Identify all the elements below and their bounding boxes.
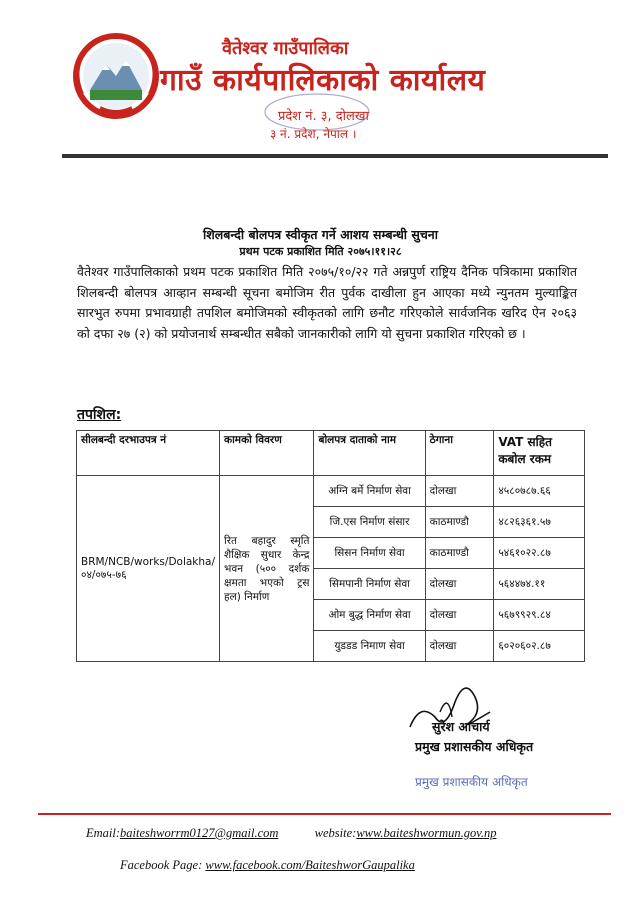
bidder-address: काठमाण्डौ [425,538,494,569]
notice-subtitle: प्रथम पटक प्रकाशित मिति २०७५।११।२८ [239,245,402,258]
signer-title: प्रमुख प्रशासकीय अधिकृत [415,739,534,754]
work-description: रित बहादुर स्मृति शैक्षिक सुधार केन्द्र भवन (५०० दर्शक क्षमता भएको ट्रस हल) निर्माण [220,476,314,662]
bid-table [76,430,585,662]
email-link[interactable]: baiteshworrm0127@gmail.com [120,826,279,840]
contract-number: BRM/NCB/works/Dolakha/०४/०७५-७६ [77,476,220,662]
facebook-label: Facebook Page: [120,858,203,872]
header-bidder-name: बोलपत्र दाताको नाम [314,431,425,476]
tapasil-label: तपशिल: [77,407,122,423]
office-name: गाउँ कार्यपालिकाको कार्यालय [160,63,486,98]
bid-amount: ५६७९९२९.८४ [494,600,585,631]
bidder-address: दोलखा [425,631,494,662]
header-divider [62,154,608,158]
bidder-name: जि.एस निर्माण संसार [314,507,425,538]
header-amount: VAT सहित कबोल रकम [494,431,585,476]
contact-line [86,826,497,841]
address-line-1: प्रदेश नं. ३, दोलखा [278,109,369,124]
bidder-address: दोलखा [425,600,494,631]
footer-divider [38,813,611,815]
bidder-address: दोलखा [425,476,494,507]
facebook-link[interactable]: www.facebook.com/BaiteshworGaupalika [205,858,415,872]
website-label: website: [314,826,357,840]
bid-amount: ४८२६३६१.५७ [494,507,585,538]
email-label: Email: [86,826,121,840]
table-header-row [77,431,585,476]
facebook-line [120,858,415,873]
website-link[interactable]: www.baiteshwormun.gov.np [356,826,497,840]
bid-amount: ५६४४७४.११ [494,569,585,600]
header-contract-no: सीलबन्दी दरभाउपत्र नं [77,431,220,476]
signer-name: सुरेश आचार्य [432,719,490,734]
municipality-name: वैतेश्वर गाउँपालिका [222,38,349,59]
bid-amount: ४५८०७८७.६६ [494,476,585,507]
bidder-name: युडडड निमाण सेवा [314,631,425,662]
bidder-name: ओम बुद्ध निर्माण सेवा [314,600,425,631]
bid-amount: ६०२०६०२.८७ [494,631,585,662]
header-work-description: कामको विवरण [220,431,314,476]
bid-amount: ५४६१०२२.८७ [494,538,585,569]
address-line-2: ३ नं. प्रदेश, नेपाल । [270,127,357,141]
notice-body: वैतेश्वर गाउँपालिकाको प्रथम पटक प्रकाशित मिति २०७५/१०/२२ गते अन्नपुर्ण राष्ट्रिय दैनिक पत्रिकामा प्रकाशित शिलबन्दी बोलपत्र आव्हान सम्बन्धी सूचना बमोजिम रीत पुर्वक दाखीला हुन आएका मध्ये न्युनतम मुल्याङ्कित सारभुत रुपमा प्रभावग्राही तपशिल बमोजिमको स्वीकृतको लागि छनौट गरिएकोले सार्वजनिक खरिद ऐन २०६३ को दफा २७ (२) को प्रयोजनार्थ सम्बन्धीत सबैको जानकारीको लागि यो सुचना प्रकाशित गरिएको छ । [77,264,577,341]
table-row [77,476,585,507]
bidder-name: अग्नि बर्मे निर्माण सेवा [314,476,425,507]
bidder-name: सिसन निर्माण सेवा [314,538,425,569]
nepal-emblem-icon [70,30,162,122]
designation-stamp: प्रमुख प्रशासकीय अधिकृत [415,775,528,789]
bidder-name: सिमपानी निर्माण सेवा [314,569,425,600]
bidder-address: दोलखा [425,569,494,600]
notice-title: शिलबन्दी बोलपत्र स्वीकृत गर्ने आशय सम्बन्धी सुचना [203,227,438,242]
bidder-address: काठमाण्डौ [425,507,494,538]
header-address: ठेगाना [425,431,494,476]
